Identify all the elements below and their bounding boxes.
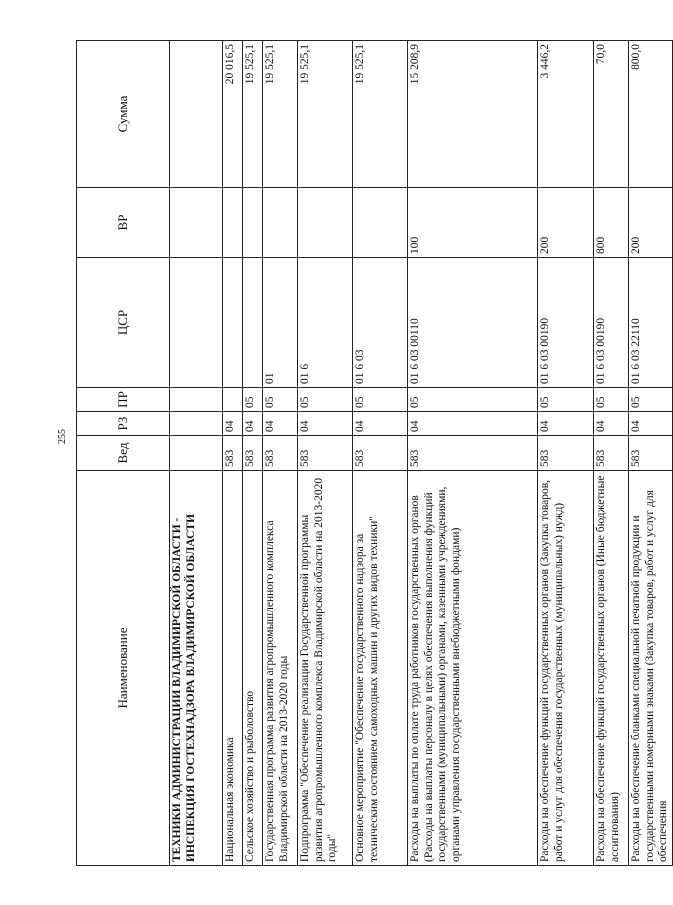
row-ved: 583	[629, 436, 673, 471]
budget-table	[76, 40, 673, 866]
header-rz: РЗ	[77, 412, 170, 436]
row-vr	[223, 188, 243, 258]
page-number: 255	[57, 429, 68, 444]
row-pr	[170, 388, 223, 412]
header-ved: Вед	[77, 436, 170, 471]
table-row	[243, 41, 263, 866]
row-pr: 05	[298, 388, 353, 412]
row-vr	[298, 188, 353, 258]
row-vr	[170, 188, 223, 258]
row-sum: 70,0	[594, 41, 629, 188]
row-name: Расходы на обеспечение функций государственных органов (Иные бюджетные ассигнования)	[594, 471, 629, 866]
table-row	[538, 41, 594, 866]
row-pr: 05	[263, 388, 298, 412]
budget-table-page	[76, 41, 670, 866]
row-rz: 04	[629, 412, 673, 436]
header-sum: Сумма	[77, 41, 170, 188]
row-pr: 05	[629, 388, 673, 412]
row-ved	[170, 436, 223, 471]
row-csr: 01 6 03 00110	[408, 258, 538, 388]
row-csr: 01 6 03 00190	[538, 258, 594, 388]
header-pr: ПР	[77, 388, 170, 412]
table-row	[263, 41, 298, 866]
row-vr: 800	[594, 188, 629, 258]
row-vr: 100	[408, 188, 538, 258]
row-ved: 583	[263, 436, 298, 471]
row-name: Национальная экономика	[223, 471, 243, 866]
row-name: Подпрограмма "Обеспечение реализации Государственной программы развития агропромышленного комплекса Владимирской области на 2013-2020 годы"	[298, 471, 353, 866]
table-header-row	[77, 41, 170, 866]
row-name: ТЕХНИКИ АДМИНИСТРАЦИИ ВЛАДИМИРСКОЙ ОБЛАСТИ - ИНСПЕКЦИЯ ГОСТЕХНАДЗОРА ВЛАДИМИРСКОЙ ОБЛАСТИ	[170, 471, 223, 866]
row-sum: 19 525,1	[263, 41, 298, 188]
row-name: Расходы на обеспечение бланками специальной печатной продукции и государственными номерными знаками (Закупка товаров, работ и услуг для обеспечения	[629, 471, 673, 866]
table-row	[170, 41, 223, 866]
row-ved: 583	[594, 436, 629, 471]
row-rz: 04	[298, 412, 353, 436]
row-name: Сельское хозяйство и рыболовство	[243, 471, 263, 866]
row-pr	[223, 388, 243, 412]
table-row	[594, 41, 629, 866]
row-name: Расходы на выплаты по оплате труда работников государственных органов (Расходы на выплаты персоналу в целях обеспечения выполнения функций государственными (муниципальными) органами, казенными учреждениями, органами управления государственными внебюджетными фондами)	[408, 471, 538, 866]
row-sum: 20 016,5	[223, 41, 243, 188]
row-pr: 05	[538, 388, 594, 412]
row-sum: 3 446,2	[538, 41, 594, 188]
row-csr: 01 6 03 22110	[629, 258, 673, 388]
row-vr	[263, 188, 298, 258]
table-row	[629, 41, 673, 866]
header-csr: ЦСР	[77, 258, 170, 388]
row-csr	[170, 258, 223, 388]
row-rz: 04	[353, 412, 408, 436]
row-pr: 05	[353, 388, 408, 412]
row-csr: 01 6 03	[353, 258, 408, 388]
row-ved: 583	[223, 436, 243, 471]
table-row	[223, 41, 243, 866]
row-sum	[170, 41, 223, 188]
row-sum: 15 208,9	[408, 41, 538, 188]
row-rz: 04	[223, 412, 243, 436]
row-sum: 800,0	[629, 41, 673, 188]
row-vr	[243, 188, 263, 258]
row-csr: 01 6 03 00190	[594, 258, 629, 388]
row-rz: 04	[263, 412, 298, 436]
row-name: Основное мероприятие "Обеспечение государственного надзора за техническим состоянием самоходных машин и других видов техники"	[353, 471, 408, 866]
row-ved: 583	[243, 436, 263, 471]
row-ved: 583	[298, 436, 353, 471]
row-vr: 200	[538, 188, 594, 258]
row-name: Государственная программа развития агропромышленного комплекса Владимирской области на 2013-2020 годы	[263, 471, 298, 866]
row-ved: 583	[353, 436, 408, 471]
row-sum: 19 525,1	[298, 41, 353, 188]
table-row	[353, 41, 408, 866]
table-row	[298, 41, 353, 866]
row-rz: 04	[408, 412, 538, 436]
row-rz: 04	[594, 412, 629, 436]
row-ved: 583	[538, 436, 594, 471]
row-sum: 19 525,1	[243, 41, 263, 188]
header-vr: ВР	[77, 188, 170, 258]
row-vr: 200	[629, 188, 673, 258]
row-csr	[223, 258, 243, 388]
row-pr: 05	[243, 388, 263, 412]
row-pr: 05	[408, 388, 538, 412]
row-csr	[243, 258, 263, 388]
row-sum: 19 525,1	[353, 41, 408, 188]
row-ved: 583	[408, 436, 538, 471]
header-name: Наименование	[77, 471, 170, 866]
row-rz: 04	[538, 412, 594, 436]
row-name: Расходы на обеспечение функций государственных органов (Закупка товаров, работ и услуг для обеспечения государственных (муниципальных) нужд)	[538, 471, 594, 866]
row-csr: 01	[263, 258, 298, 388]
table-row	[408, 41, 538, 866]
row-vr	[353, 188, 408, 258]
row-rz	[170, 412, 223, 436]
row-rz: 04	[243, 412, 263, 436]
row-csr: 01 6	[298, 258, 353, 388]
row-pr: 05	[594, 388, 629, 412]
